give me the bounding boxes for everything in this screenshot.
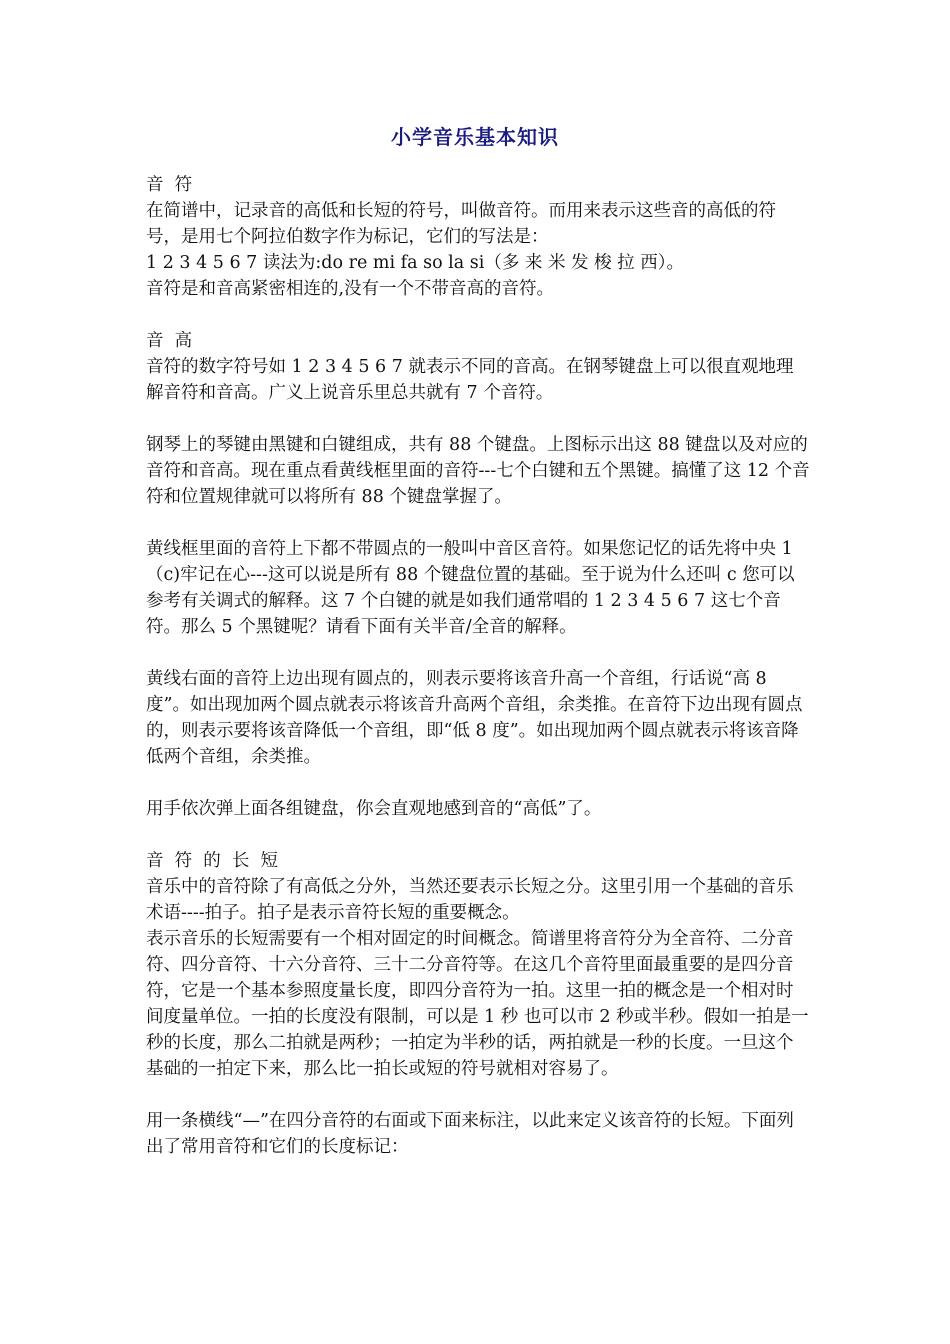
section-heading-duration: 音 符 的 长 短: [146, 851, 279, 871]
paragraph: 音符的数字符号如 1 2 3 4 5 6 7 就表示不同的音高。在钢琴键盘上可以很直观地理解音符和音高。广义上说音乐里总共就有 7 个音符。: [146, 357, 794, 403]
spacer: [146, 1082, 810, 1108]
spacer: [146, 510, 810, 536]
spacer: [146, 640, 810, 666]
document-body: [146, 172, 810, 1160]
paragraph: 1 2 3 4 5 6 7 读法为:do re mi fa so la si（多 来 米 发 梭 拉 西）。: [146, 253, 684, 273]
paragraph: 黄线右面的音符上边出现有圆点的，则表示要将该音升高一个音组，行话说“高 8 度”。如出现加两个圆点就表示将该音升高两个音组，余类推。在音符下边出现有圆点的，则表示要将该音降低一个音组，即“低 8 度”。如出现加两个圆点就表示将该音降低两个音组，余类推。: [146, 669, 803, 767]
paragraph: 黄线框里面的音符上下都不带圆点的一般叫中音区音符。如果您记忆的话先将中央 1（c)牢记在心---这可以说是所有 88 个键盘位置的基础。至于说为什么还叫 c 您可以参考有关调式的解释。这 7 个白键的就是如我们通常唱的 1 2 3 4 5 6 7 这七个音符。那么 5 个黑键呢？请看下面有关半音/全音的解释。: [146, 539, 795, 637]
document-title: 小学音乐基本知识: [391, 125, 559, 149]
spacer: [146, 302, 810, 328]
section-heading-note: 音 符: [146, 175, 193, 195]
paragraph: 在简谱中，记录音的高低和长短的符号，叫做音符。而用来表示这些音的高低的符号，是用七个阿拉伯数字作为标记，它们的写法是：: [146, 201, 776, 247]
spacer: [146, 822, 810, 848]
paragraph: 用一条横线“—”在四分音符的右面或下面来标注，以此来定义该音符的长短。下面列出了常用音符和它们的长度标记：: [146, 1111, 794, 1157]
spacer: [146, 406, 810, 432]
section-heading-pitch: 音 高: [146, 331, 193, 351]
paragraph: 表示音乐的长短需要有一个相对固定的时间概念。简谱里将音符分为全音符、二分音符、四分音符、十六分音符、三十二分音符等。在这几个音符里面最重要的是四分音符，它是一个基本参照度量长度，即四分音符为一拍。这里一拍的概念是一个相对时间度量单位。一拍的长度没有限制，可以是 1 秒 也可以市 2 秒或半秒。假如一拍是一秒的长度，那么二拍就是两秒；一拍定为半秒的话，两拍就是一秒的长度。一旦这个基础的一拍定下来，那么比一拍长或短的符号就相对容易了。: [146, 929, 809, 1079]
paragraph: 钢琴上的琴键由黑键和白键组成，共有 88 个键盘。上图标示出这 88 键盘以及对应的音符和音高。现在重点看黄线框里面的音符---七个白键和五个黑键。搞懂了这 12 个音符和位置规律就可以将所有 88 个键盘掌握了。: [146, 435, 810, 507]
paragraph: 音乐中的音符除了有高低之分外，当然还要表示长短之分。这里引用一个基础的音乐术语----拍子。拍子是表示音符长短的重要概念。: [146, 877, 794, 923]
paragraph: 音符是和音高紧密相连的,没有一个不带音高的音符。: [146, 279, 555, 299]
spacer: [146, 770, 810, 796]
paragraph: 用手依次弹上面各组键盘，你会直观地感到音的“高低”了。: [146, 799, 602, 819]
